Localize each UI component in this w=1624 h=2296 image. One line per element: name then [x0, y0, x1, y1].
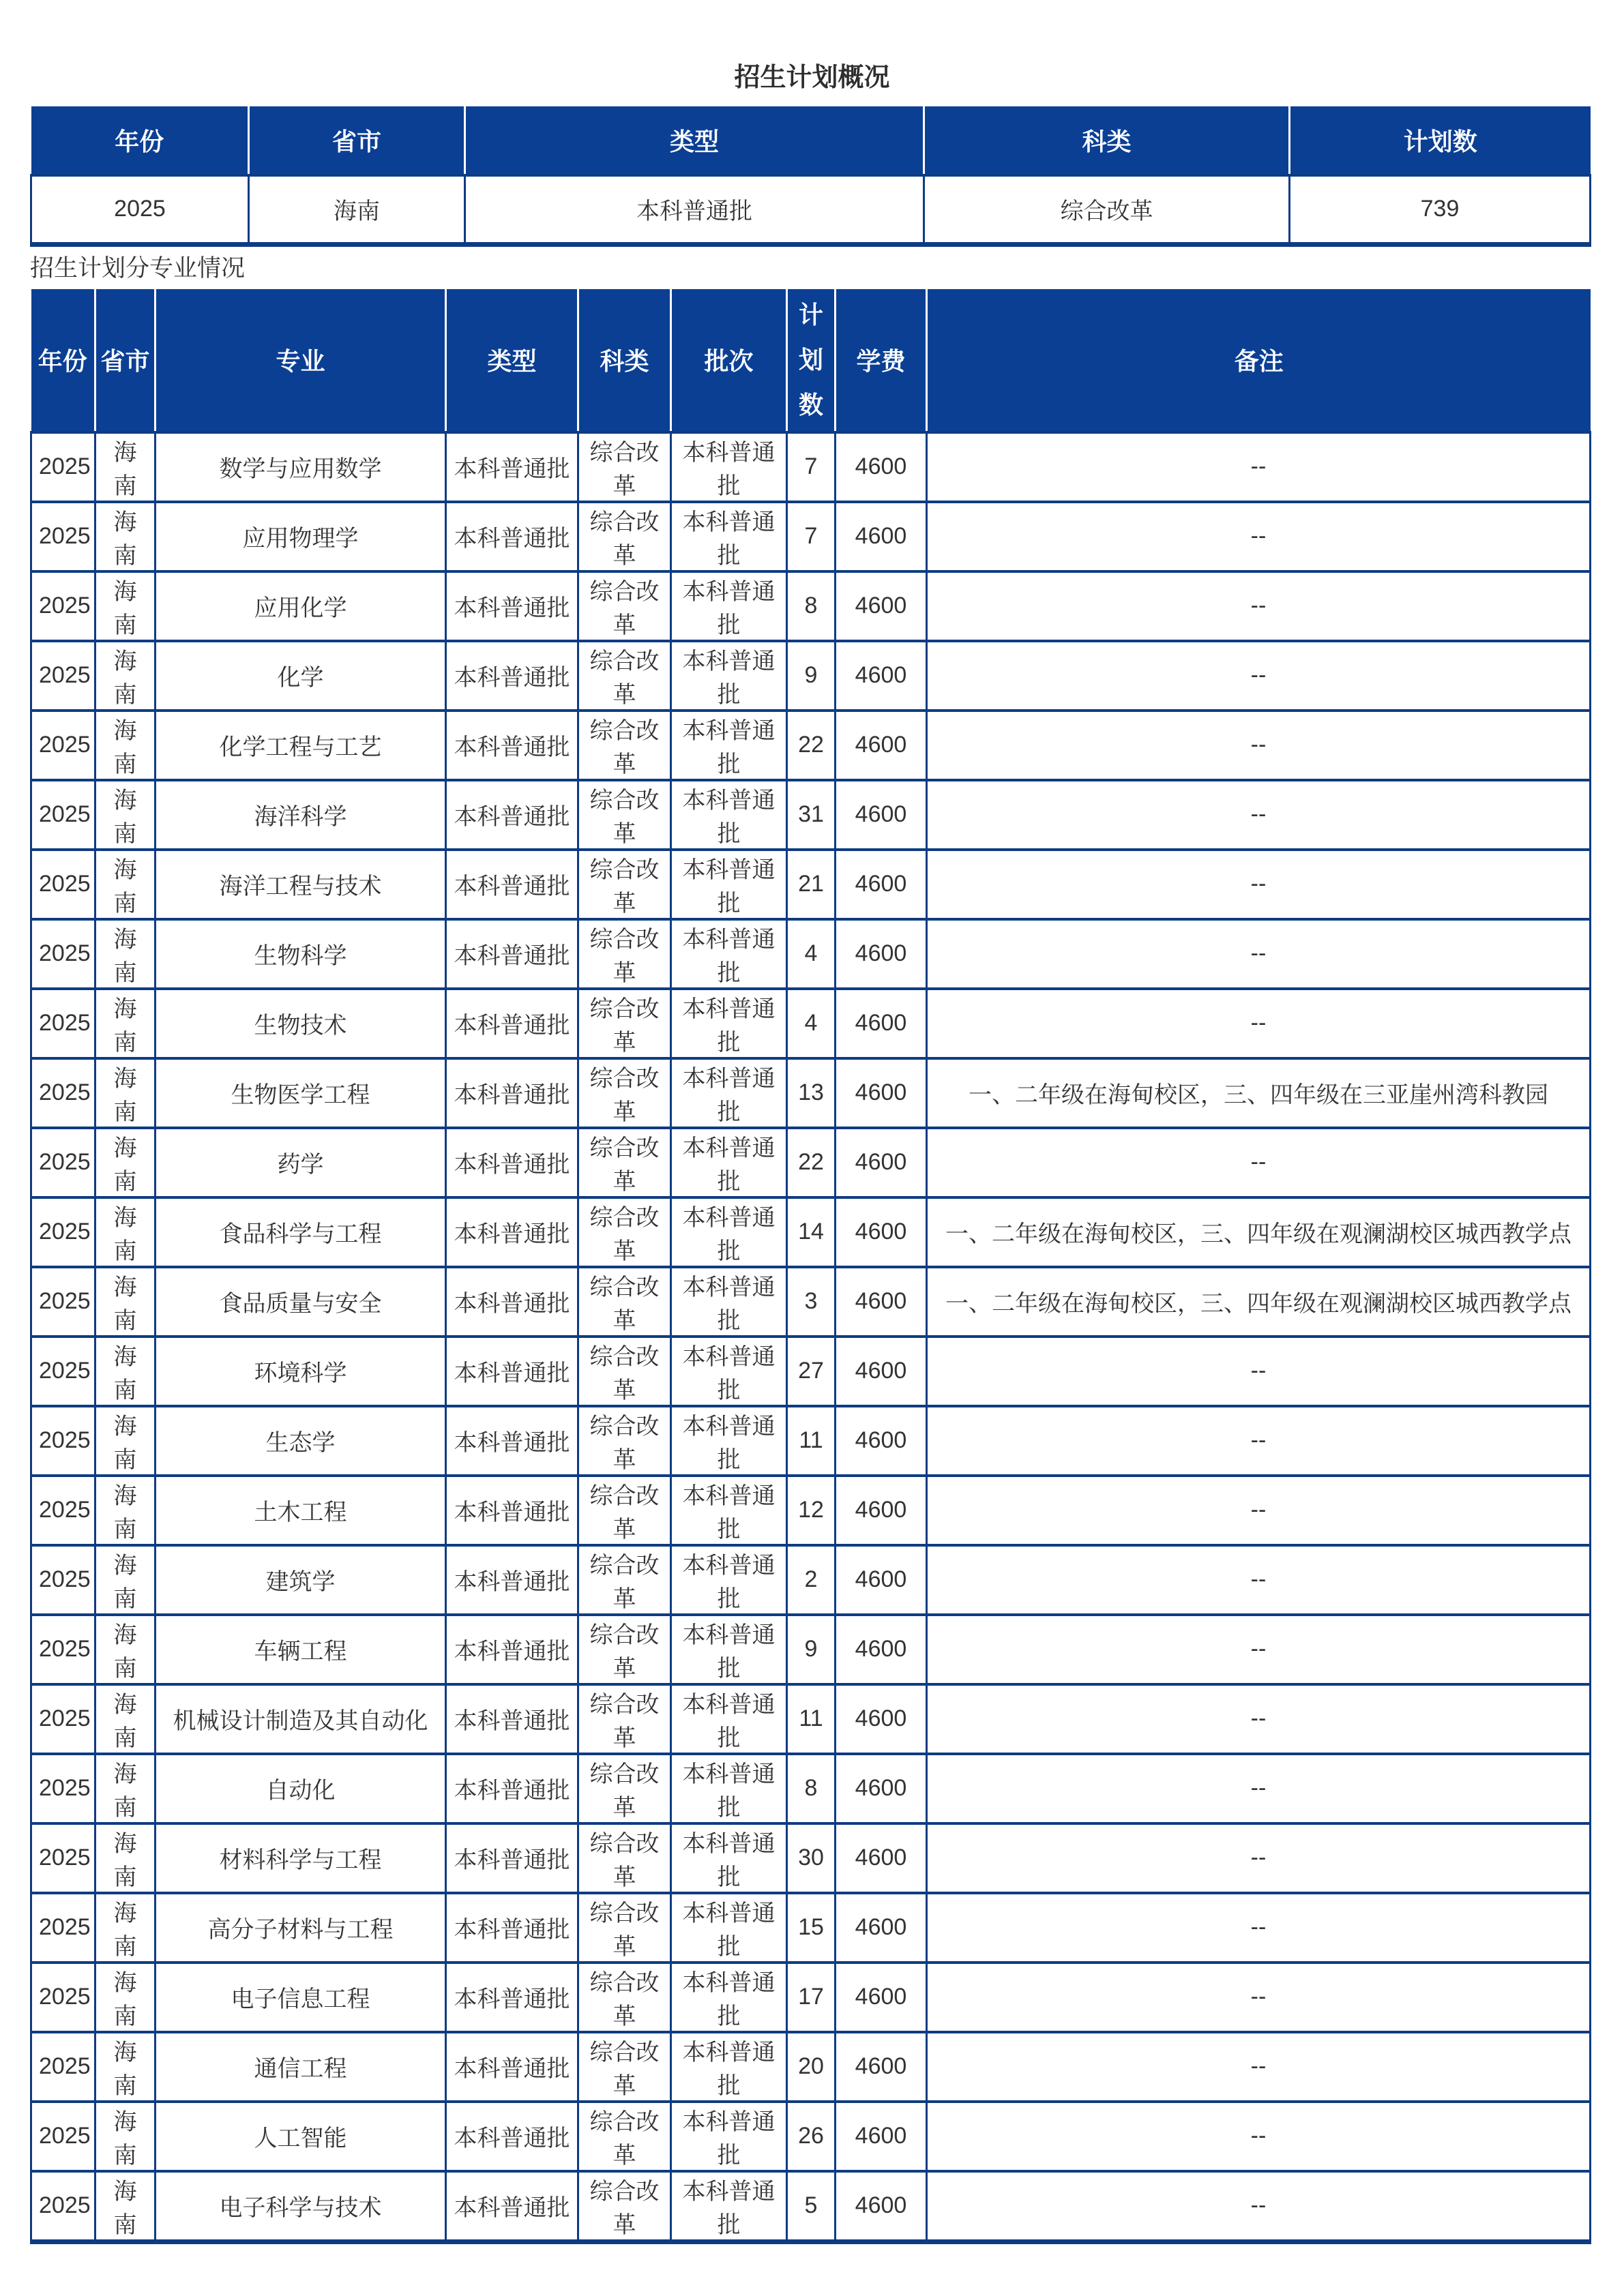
cell-plan-count: 26: [787, 2102, 836, 2171]
cell-year: 2025: [31, 1128, 95, 1197]
cell-batch: 本科普通批: [671, 711, 787, 780]
cell-remark: --: [927, 502, 1591, 571]
col-header-year: 年份: [31, 106, 249, 175]
col-header-major: 专业: [156, 289, 446, 432]
plan-table-row: [31, 1406, 1591, 1476]
cell-year: 2025: [31, 175, 249, 244]
cell-fee: 4600: [836, 1615, 927, 1684]
cell-major: 车辆工程: [156, 1615, 446, 1684]
cell-remark: --: [927, 641, 1591, 711]
cell-remark: 一、二年级在海甸校区，三、四年级在观澜湖校区城西教学点: [927, 1197, 1591, 1267]
plan-table-row: [31, 1823, 1591, 1893]
cell-type: 本科普通批: [446, 1893, 578, 1963]
cell-remark: --: [927, 989, 1591, 1058]
summary-table: [30, 106, 1591, 247]
cell-batch: 本科普通批: [671, 2102, 787, 2171]
cell-type: 本科普通批: [446, 1197, 578, 1267]
cell-plan-count: 7: [787, 432, 836, 502]
plan-table: [30, 289, 1591, 2244]
col-header-year: 年份: [31, 289, 95, 432]
cell-subject: 综合改革: [578, 2171, 671, 2242]
cell-remark: --: [927, 1615, 1591, 1684]
plan-table-row: [31, 1197, 1591, 1267]
cell-major: 应用物理学: [156, 502, 446, 571]
cell-province: 海南: [95, 1058, 156, 1128]
cell-province: 海南: [95, 1128, 156, 1197]
cell-remark: --: [927, 780, 1591, 850]
col-header-subject: 科类: [924, 106, 1290, 175]
plan-table-row: [31, 641, 1591, 711]
cell-year: 2025: [31, 1058, 95, 1128]
cell-fee: 4600: [836, 1893, 927, 1963]
cell-type: 本科普通批: [446, 502, 578, 571]
cell-type: 本科普通批: [446, 1754, 578, 1823]
cell-type: 本科普通批: [446, 2102, 578, 2171]
cell-subject: 综合改革: [578, 1058, 671, 1128]
cell-plan-count: 22: [787, 1128, 836, 1197]
cell-province: 海南: [95, 502, 156, 571]
cell-plan-count: 17: [787, 1963, 836, 2032]
cell-major: 药学: [156, 1128, 446, 1197]
cell-type: 本科普通批: [446, 1823, 578, 1893]
cell-remark: --: [927, 1476, 1591, 1545]
cell-fee: 4600: [836, 2102, 927, 2171]
cell-type: 本科普通批: [446, 1545, 578, 1615]
cell-fee: 4600: [836, 432, 927, 502]
plan-table-row: [31, 432, 1591, 502]
cell-year: 2025: [31, 2032, 95, 2102]
cell-subject: 综合改革: [578, 1406, 671, 1476]
plan-table-row: [31, 1058, 1591, 1128]
cell-batch: 本科普通批: [671, 1337, 787, 1406]
plan-table-row: [31, 502, 1591, 571]
cell-province: 海南: [95, 1267, 156, 1337]
cell-fee: 4600: [836, 1267, 927, 1337]
cell-major: 食品科学与工程: [156, 1197, 446, 1267]
cell-subject: 综合改革: [578, 502, 671, 571]
cell-major: 环境科学: [156, 1337, 446, 1406]
plan-table-row: [31, 1615, 1591, 1684]
plan-table-body: [31, 432, 1591, 2242]
cell-fee: 4600: [836, 1058, 927, 1128]
cell-major: 应用化学: [156, 571, 446, 641]
cell-type: 本科普通批: [446, 780, 578, 850]
col-header-province: 省市: [95, 289, 156, 432]
cell-subject: 综合改革: [578, 989, 671, 1058]
cell-major: 建筑学: [156, 1545, 446, 1615]
cell-plan-count: 31: [787, 780, 836, 850]
cell-remark: --: [927, 2102, 1591, 2171]
cell-province: 海南: [95, 1406, 156, 1476]
cell-remark: 一、二年级在海甸校区，三、四年级在三亚崖州湾科教园: [927, 1058, 1591, 1128]
plan-table-row: [31, 850, 1591, 919]
cell-remark: --: [927, 919, 1591, 989]
cell-major: 数学与应用数学: [156, 432, 446, 502]
cell-type: 本科普通批: [446, 2032, 578, 2102]
cell-batch: 本科普通批: [671, 502, 787, 571]
plan-table-row: [31, 1267, 1591, 1337]
cell-year: 2025: [31, 1823, 95, 1893]
cell-subject: 综合改革: [578, 1615, 671, 1684]
cell-batch: 本科普通批: [671, 1476, 787, 1545]
cell-year: 2025: [31, 919, 95, 989]
cell-type: 本科普通批: [446, 432, 578, 502]
cell-batch: 本科普通批: [671, 1406, 787, 1476]
cell-plan-count: 13: [787, 1058, 836, 1128]
cell-province: 海南: [249, 175, 465, 244]
cell-type: 本科普通批: [446, 1267, 578, 1337]
cell-province: 海南: [95, 432, 156, 502]
plan-table-row: [31, 1754, 1591, 1823]
plan-table-row: [31, 780, 1591, 850]
cell-type: 本科普通批: [446, 850, 578, 919]
cell-subject: 综合改革: [578, 571, 671, 641]
cell-province: 海南: [95, 1476, 156, 1545]
cell-type: 本科普通批: [446, 1963, 578, 2032]
cell-year: 2025: [31, 571, 95, 641]
col-header-fee: 学费: [836, 289, 927, 432]
cell-fee: 4600: [836, 1337, 927, 1406]
cell-remark: --: [927, 1823, 1591, 1893]
cell-plan-count: 2: [787, 1545, 836, 1615]
cell-plan-count: 9: [787, 1615, 836, 1684]
cell-batch: 本科普通批: [671, 780, 787, 850]
cell-batch: 本科普通批: [671, 1197, 787, 1267]
cell-type: 本科普通批: [446, 989, 578, 1058]
cell-major: 人工智能: [156, 2102, 446, 2171]
col-header-plan-count: 计划数: [1290, 106, 1591, 175]
cell-plan-count: 739: [1290, 175, 1591, 244]
cell-year: 2025: [31, 1684, 95, 1754]
cell-province: 海南: [95, 850, 156, 919]
cell-subject: 综合改革: [578, 2032, 671, 2102]
cell-subject: 综合改革: [578, 1197, 671, 1267]
cell-year: 2025: [31, 780, 95, 850]
cell-subject: 综合改革: [578, 1545, 671, 1615]
cell-remark: --: [927, 1545, 1591, 1615]
cell-remark: --: [927, 1963, 1591, 2032]
cell-fee: 4600: [836, 502, 927, 571]
cell-remark: --: [927, 2171, 1591, 2242]
cell-plan-count: 30: [787, 1823, 836, 1893]
cell-type: 本科普通批: [446, 1058, 578, 1128]
cell-type: 本科普通批: [465, 175, 924, 244]
plan-table-row: [31, 1963, 1591, 2032]
cell-batch: 本科普通批: [671, 850, 787, 919]
cell-province: 海南: [95, 989, 156, 1058]
cell-major: 材料科学与工程: [156, 1823, 446, 1893]
cell-province: 海南: [95, 1893, 156, 1963]
cell-plan-count: 9: [787, 641, 836, 711]
cell-province: 海南: [95, 571, 156, 641]
cell-province: 海南: [95, 1197, 156, 1267]
cell-year: 2025: [31, 1615, 95, 1684]
cell-subject: 综合改革: [578, 432, 671, 502]
cell-subject: 综合改革: [578, 1754, 671, 1823]
cell-fee: 4600: [836, 1754, 927, 1823]
cell-subject: 综合改革: [578, 1128, 671, 1197]
cell-remark: --: [927, 1754, 1591, 1823]
cell-major: 自动化: [156, 1754, 446, 1823]
cell-batch: 本科普通批: [671, 1128, 787, 1197]
cell-plan-count: 11: [787, 1684, 836, 1754]
cell-batch: 本科普通批: [671, 1893, 787, 1963]
cell-fee: 4600: [836, 641, 927, 711]
plan-table-row: [31, 2032, 1591, 2102]
cell-fee: 4600: [836, 850, 927, 919]
cell-plan-count: 3: [787, 1267, 836, 1337]
cell-province: 海南: [95, 919, 156, 989]
cell-year: 2025: [31, 1963, 95, 2032]
page-title: 招生计划概况: [734, 63, 890, 92]
cell-remark: --: [927, 1684, 1591, 1754]
cell-major: 化学: [156, 641, 446, 711]
cell-subject: 综合改革: [924, 175, 1290, 244]
cell-major: 海洋科学: [156, 780, 446, 850]
col-header-plan-count: 计划数: [787, 289, 836, 432]
cell-subject: 综合改革: [578, 850, 671, 919]
cell-major: 生物科学: [156, 919, 446, 989]
cell-remark: --: [927, 1406, 1591, 1476]
cell-remark: --: [927, 711, 1591, 780]
col-header-subject: 科类: [578, 289, 671, 432]
cell-fee: 4600: [836, 1823, 927, 1893]
cell-major: 海洋工程与技术: [156, 850, 446, 919]
cell-plan-count: 12: [787, 1476, 836, 1545]
col-header-remark: 备注: [927, 289, 1591, 432]
cell-major: 食品质量与安全: [156, 1267, 446, 1337]
cell-year: 2025: [31, 989, 95, 1058]
cell-batch: 本科普通批: [671, 2171, 787, 2242]
cell-subject: 综合改革: [578, 711, 671, 780]
cell-major: 生物医学工程: [156, 1058, 446, 1128]
cell-plan-count: 4: [787, 989, 836, 1058]
plan-table-row: [31, 571, 1591, 641]
cell-batch: 本科普通批: [671, 919, 787, 989]
summary-table-header-row: [31, 106, 1591, 175]
cell-year: 2025: [31, 2171, 95, 2242]
cell-plan-count: 27: [787, 1337, 836, 1406]
cell-year: 2025: [31, 2102, 95, 2171]
cell-plan-count: 11: [787, 1406, 836, 1476]
cell-type: 本科普通批: [446, 1476, 578, 1545]
cell-subject: 综合改革: [578, 1893, 671, 1963]
plan-table-row: [31, 2171, 1591, 2242]
cell-province: 海南: [95, 1963, 156, 2032]
cell-year: 2025: [31, 502, 95, 571]
cell-fee: 4600: [836, 2171, 927, 2242]
cell-subject: 综合改革: [578, 1963, 671, 2032]
cell-major: 机械设计制造及其自动化: [156, 1684, 446, 1754]
cell-plan-count: 14: [787, 1197, 836, 1267]
col-header-type: 类型: [446, 289, 578, 432]
cell-fee: 4600: [836, 1963, 927, 2032]
cell-batch: 本科普通批: [671, 1058, 787, 1128]
cell-province: 海南: [95, 641, 156, 711]
plan-table-row: [31, 1128, 1591, 1197]
cell-plan-count: 5: [787, 2171, 836, 2242]
cell-batch: 本科普通批: [671, 432, 787, 502]
cell-fee: 4600: [836, 711, 927, 780]
col-header-batch: 批次: [671, 289, 787, 432]
cell-batch: 本科普通批: [671, 571, 787, 641]
cell-remark: --: [927, 1128, 1591, 1197]
cell-plan-count: 22: [787, 711, 836, 780]
cell-year: 2025: [31, 432, 95, 502]
cell-province: 海南: [95, 780, 156, 850]
cell-year: 2025: [31, 641, 95, 711]
cell-subject: 综合改革: [578, 1684, 671, 1754]
plan-table-row: [31, 1893, 1591, 1963]
plan-table-row: [31, 2102, 1591, 2171]
cell-fee: 4600: [836, 1684, 927, 1754]
cell-remark: --: [927, 432, 1591, 502]
cell-plan-count: 20: [787, 2032, 836, 2102]
cell-batch: 本科普通批: [671, 641, 787, 711]
cell-major: 通信工程: [156, 2032, 446, 2102]
cell-subject: 综合改革: [578, 1337, 671, 1406]
cell-type: 本科普通批: [446, 711, 578, 780]
cell-batch: 本科普通批: [671, 1754, 787, 1823]
cell-remark: --: [927, 571, 1591, 641]
cell-year: 2025: [31, 850, 95, 919]
cell-type: 本科普通批: [446, 641, 578, 711]
cell-type: 本科普通批: [446, 571, 578, 641]
cell-year: 2025: [31, 1476, 95, 1545]
plan-table-row: [31, 1476, 1591, 1545]
cell-subject: 综合改革: [578, 2102, 671, 2171]
cell-subject: 综合改革: [578, 1267, 671, 1337]
cell-major: 电子信息工程: [156, 1963, 446, 2032]
cell-major: 化学工程与工艺: [156, 711, 446, 780]
cell-province: 海南: [95, 1823, 156, 1893]
cell-remark: --: [927, 2032, 1591, 2102]
cell-type: 本科普通批: [446, 1128, 578, 1197]
cell-year: 2025: [31, 1267, 95, 1337]
cell-batch: 本科普通批: [671, 989, 787, 1058]
plan-table-row: [31, 919, 1591, 989]
col-header-province: 省市: [249, 106, 465, 175]
plan-table-row: [31, 1337, 1591, 1406]
cell-year: 2025: [31, 1545, 95, 1615]
cell-remark: --: [927, 1893, 1591, 1963]
cell-subject: 综合改革: [578, 1476, 671, 1545]
cell-fee: 4600: [836, 919, 927, 989]
plan-table-row: [31, 1545, 1591, 1615]
cell-fee: 4600: [836, 2032, 927, 2102]
cell-type: 本科普通批: [446, 1684, 578, 1754]
cell-batch: 本科普通批: [671, 1615, 787, 1684]
cell-fee: 4600: [836, 1128, 927, 1197]
cell-plan-count: 7: [787, 502, 836, 571]
cell-subject: 综合改革: [578, 1823, 671, 1893]
cell-fee: 4600: [836, 571, 927, 641]
col-header-type: 类型: [465, 106, 924, 175]
cell-batch: 本科普通批: [671, 1545, 787, 1615]
cell-province: 海南: [95, 2032, 156, 2102]
cell-remark: --: [927, 850, 1591, 919]
cell-year: 2025: [31, 1406, 95, 1476]
cell-province: 海南: [95, 1545, 156, 1615]
cell-subject: 综合改革: [578, 919, 671, 989]
cell-province: 海南: [95, 2171, 156, 2242]
cell-major: 生态学: [156, 1406, 446, 1476]
cell-province: 海南: [95, 2102, 156, 2171]
plan-table-row: [31, 711, 1591, 780]
section-title: 招生计划分专业情况: [30, 254, 246, 282]
cell-plan-count: 15: [787, 1893, 836, 1963]
cell-plan-count: 8: [787, 571, 836, 641]
cell-type: 本科普通批: [446, 1406, 578, 1476]
cell-major: 生物技术: [156, 989, 446, 1058]
cell-plan-count: 4: [787, 919, 836, 989]
cell-subject: 综合改革: [578, 641, 671, 711]
cell-major: 高分子材料与工程: [156, 1893, 446, 1963]
cell-major: 土木工程: [156, 1476, 446, 1545]
plan-table-row: [31, 989, 1591, 1058]
cell-subject: 综合改革: [578, 780, 671, 850]
summary-table-row: [31, 175, 1591, 244]
cell-plan-count: 8: [787, 1754, 836, 1823]
cell-remark: 一、二年级在海甸校区，三、四年级在观澜湖校区城西教学点: [927, 1267, 1591, 1337]
cell-plan-count: 21: [787, 850, 836, 919]
cell-batch: 本科普通批: [671, 1963, 787, 2032]
cell-type: 本科普通批: [446, 1615, 578, 1684]
cell-type: 本科普通批: [446, 919, 578, 989]
cell-year: 2025: [31, 1754, 95, 1823]
cell-province: 海南: [95, 1754, 156, 1823]
plan-table-header-row: [31, 289, 1591, 432]
cell-batch: 本科普通批: [671, 1267, 787, 1337]
cell-province: 海南: [95, 1615, 156, 1684]
cell-major: 电子科学与技术: [156, 2171, 446, 2242]
cell-batch: 本科普通批: [671, 2032, 787, 2102]
cell-fee: 4600: [836, 989, 927, 1058]
cell-province: 海南: [95, 1337, 156, 1406]
cell-type: 本科普通批: [446, 2171, 578, 2242]
cell-fee: 4600: [836, 780, 927, 850]
cell-fee: 4600: [836, 1406, 927, 1476]
cell-fee: 4600: [836, 1197, 927, 1267]
plan-table-row: [31, 1684, 1591, 1754]
cell-year: 2025: [31, 711, 95, 780]
cell-fee: 4600: [836, 1476, 927, 1545]
cell-fee: 4600: [836, 1545, 927, 1615]
cell-province: 海南: [95, 711, 156, 780]
cell-province: 海南: [95, 1684, 156, 1754]
cell-year: 2025: [31, 1197, 95, 1267]
cell-year: 2025: [31, 1337, 95, 1406]
cell-batch: 本科普通批: [671, 1823, 787, 1893]
cell-batch: 本科普通批: [671, 1684, 787, 1754]
cell-type: 本科普通批: [446, 1337, 578, 1406]
cell-year: 2025: [31, 1893, 95, 1963]
cell-remark: --: [927, 1337, 1591, 1406]
